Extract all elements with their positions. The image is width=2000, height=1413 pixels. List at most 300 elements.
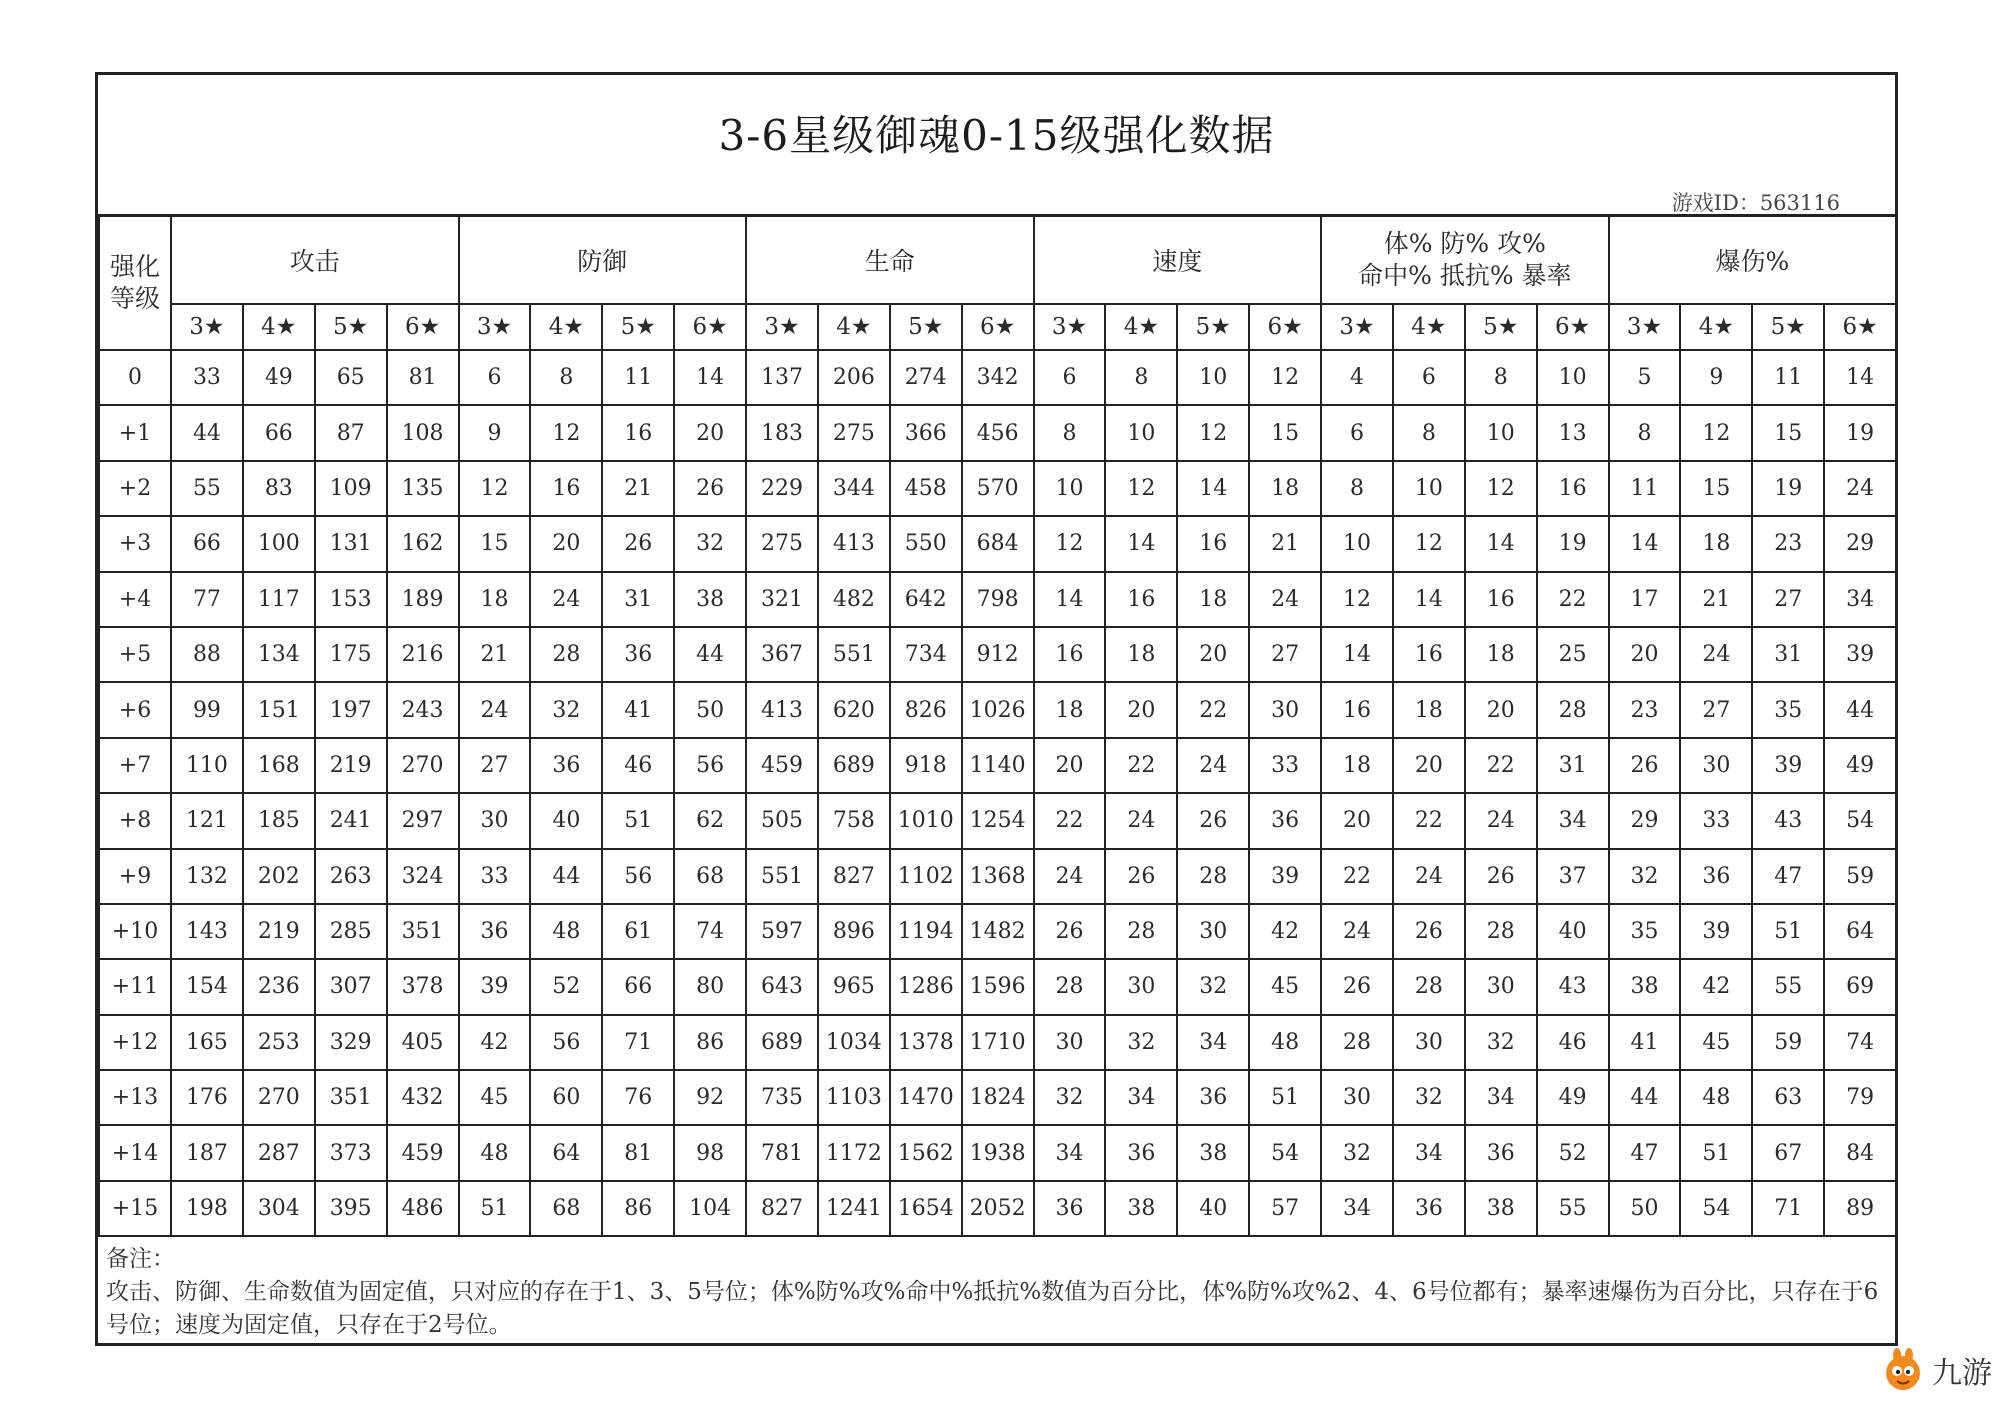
value-cell: 270	[243, 1070, 315, 1125]
table-row	[99, 461, 1896, 516]
value-cell: 198	[171, 1181, 243, 1236]
value-cell: 143	[171, 904, 243, 959]
value-cell: 378	[387, 959, 459, 1014]
value-cell: 26	[1393, 904, 1465, 959]
value-cell: 15	[1249, 405, 1321, 460]
level-header-line1: 强化	[109, 251, 160, 281]
value-cell: 8	[1105, 350, 1177, 405]
value-cell: 92	[674, 1070, 746, 1125]
value-cell: 324	[387, 849, 459, 904]
value-cell: 76	[602, 1070, 674, 1125]
level-cell: +4	[99, 572, 171, 627]
value-cell: 34	[1537, 793, 1609, 848]
level-cell: +15	[99, 1181, 171, 1236]
value-cell: 40	[530, 793, 602, 848]
value-cell: 79	[1824, 1070, 1896, 1125]
value-cell: 6	[1321, 405, 1393, 460]
star-header: 5★	[1465, 304, 1537, 350]
value-cell: 44	[1609, 1070, 1681, 1125]
value-cell: 29	[1609, 793, 1681, 848]
value-cell: 2052	[962, 1181, 1034, 1236]
value-cell: 52	[530, 959, 602, 1014]
value-cell: 456	[962, 405, 1034, 460]
value-cell: 26	[1105, 849, 1177, 904]
star-header: 3★	[171, 304, 243, 350]
value-cell: 27	[1249, 627, 1321, 682]
value-cell: 6	[459, 350, 531, 405]
value-cell: 41	[1609, 1015, 1681, 1070]
value-cell: 12	[1034, 516, 1106, 571]
value-cell: 684	[962, 516, 1034, 571]
value-cell: 643	[746, 959, 818, 1014]
value-cell: 34	[1465, 1070, 1537, 1125]
value-cell: 56	[602, 849, 674, 904]
value-cell: 32	[674, 516, 746, 571]
value-cell: 321	[746, 572, 818, 627]
value-cell: 4	[1321, 350, 1393, 405]
value-cell: 13	[1537, 405, 1609, 460]
value-cell: 735	[746, 1070, 818, 1125]
value-cell: 8	[1609, 405, 1681, 460]
value-cell: 1654	[890, 1181, 962, 1236]
value-cell: 597	[746, 904, 818, 959]
value-cell: 80	[674, 959, 746, 1014]
value-cell: 25	[1537, 627, 1609, 682]
value-cell: 56	[674, 738, 746, 793]
value-cell: 28	[1177, 849, 1249, 904]
value-cell: 1470	[890, 1070, 962, 1125]
value-cell: 459	[387, 1125, 459, 1180]
value-cell: 38	[674, 572, 746, 627]
value-cell: 63	[1752, 1070, 1824, 1125]
star-header: 5★	[1752, 304, 1824, 350]
value-cell: 47	[1752, 849, 1824, 904]
value-cell: 1710	[962, 1015, 1034, 1070]
value-cell: 32	[1393, 1070, 1465, 1125]
value-cell: 154	[171, 959, 243, 1014]
value-cell: 216	[387, 627, 459, 682]
level-cell: +9	[99, 849, 171, 904]
value-cell: 27	[1680, 682, 1752, 737]
value-cell: 28	[1537, 682, 1609, 737]
value-cell: 14	[674, 350, 746, 405]
value-cell: 24	[530, 572, 602, 627]
value-cell: 781	[746, 1125, 818, 1180]
value-cell: 274	[890, 350, 962, 405]
value-cell: 965	[818, 959, 890, 1014]
value-cell: 20	[1177, 627, 1249, 682]
value-cell: 33	[459, 849, 531, 904]
value-cell: 297	[387, 793, 459, 848]
group-header-4	[1321, 215, 1609, 304]
value-cell: 19	[1752, 461, 1824, 516]
value-cell: 34	[1321, 1181, 1393, 1236]
value-cell: 20	[530, 516, 602, 571]
value-cell: 45	[459, 1070, 531, 1125]
value-cell: 342	[962, 350, 1034, 405]
value-cell: 1194	[890, 904, 962, 959]
star-header: 6★	[1249, 304, 1321, 350]
value-cell: 48	[459, 1125, 531, 1180]
value-cell: 550	[890, 516, 962, 571]
value-cell: 39	[459, 959, 531, 1014]
value-cell: 270	[387, 738, 459, 793]
value-cell: 482	[818, 572, 890, 627]
star-header: 4★	[1680, 304, 1752, 350]
value-cell: 18	[1680, 516, 1752, 571]
value-cell: 1254	[962, 793, 1034, 848]
value-cell: 38	[1465, 1181, 1537, 1236]
value-cell: 620	[818, 682, 890, 737]
value-cell: 87	[315, 405, 387, 460]
value-cell: 1026	[962, 682, 1034, 737]
value-cell: 55	[1537, 1181, 1609, 1236]
value-cell: 39	[1752, 738, 1824, 793]
value-cell: 1010	[890, 793, 962, 848]
value-cell: 71	[1752, 1181, 1824, 1236]
value-cell: 21	[1249, 516, 1321, 571]
value-cell: 84	[1824, 1125, 1896, 1180]
table-row	[99, 904, 1896, 959]
value-cell: 64	[1824, 904, 1896, 959]
value-cell: 60	[530, 1070, 602, 1125]
value-cell: 151	[243, 682, 315, 737]
table-row	[99, 849, 1896, 904]
value-cell: 54	[1249, 1125, 1321, 1180]
value-cell: 24	[1824, 461, 1896, 516]
value-cell: 52	[1537, 1125, 1609, 1180]
title-area	[98, 75, 1895, 217]
value-cell: 458	[890, 461, 962, 516]
value-cell: 104	[674, 1181, 746, 1236]
value-cell: 59	[1824, 849, 1896, 904]
level-cell: 0	[99, 350, 171, 405]
value-cell: 74	[674, 904, 746, 959]
value-cell: 734	[890, 627, 962, 682]
value-cell: 33	[1249, 738, 1321, 793]
value-cell: 30	[1680, 738, 1752, 793]
watermark-text: 九游	[1932, 1356, 1992, 1391]
value-cell: 51	[459, 1181, 531, 1236]
value-cell: 505	[746, 793, 818, 848]
value-cell: 22	[1465, 738, 1537, 793]
value-cell: 44	[171, 405, 243, 460]
notes-section	[98, 1237, 1895, 1342]
value-cell: 83	[243, 461, 315, 516]
value-cell: 24	[1680, 627, 1752, 682]
table-row	[99, 738, 1896, 793]
value-cell: 20	[1034, 738, 1106, 793]
value-cell: 18	[1105, 627, 1177, 682]
value-cell: 307	[315, 959, 387, 1014]
value-cell: 10	[1105, 405, 1177, 460]
value-cell: 367	[746, 627, 818, 682]
value-cell: 30	[1249, 682, 1321, 737]
value-cell: 47	[1609, 1125, 1681, 1180]
value-cell: 176	[171, 1070, 243, 1125]
value-cell: 26	[674, 461, 746, 516]
value-cell: 35	[1609, 904, 1681, 959]
value-cell: 64	[530, 1125, 602, 1180]
value-cell: 202	[243, 849, 315, 904]
value-cell: 48	[1680, 1070, 1752, 1125]
value-cell: 32	[1105, 1015, 1177, 1070]
value-cell: 183	[746, 405, 818, 460]
value-cell: 68	[674, 849, 746, 904]
value-cell: 351	[387, 904, 459, 959]
value-cell: 12	[1105, 461, 1177, 516]
value-cell: 16	[1465, 572, 1537, 627]
value-cell: 28	[1321, 1015, 1393, 1070]
value-cell: 28	[530, 627, 602, 682]
enhancement-table	[98, 214, 1897, 1237]
value-cell: 642	[890, 572, 962, 627]
value-cell: 32	[530, 682, 602, 737]
value-cell: 36	[530, 738, 602, 793]
value-cell: 1596	[962, 959, 1034, 1014]
value-cell: 24	[1034, 849, 1106, 904]
level-header-line2: 等级	[109, 283, 160, 313]
value-cell: 40	[1177, 1181, 1249, 1236]
value-cell: 36	[1177, 1070, 1249, 1125]
value-cell: 551	[818, 627, 890, 682]
value-cell: 32	[1609, 849, 1681, 904]
value-cell: 10	[1321, 516, 1393, 571]
value-cell: 134	[243, 627, 315, 682]
star-header: 3★	[1034, 304, 1106, 350]
table-row	[99, 350, 1896, 405]
value-cell: 912	[962, 627, 1034, 682]
value-cell: 689	[746, 1015, 818, 1070]
value-cell: 798	[962, 572, 1034, 627]
value-cell: 33	[1680, 793, 1752, 848]
star-header: 5★	[602, 304, 674, 350]
value-cell: 18	[1465, 627, 1537, 682]
value-cell: 38	[1177, 1125, 1249, 1180]
value-cell: 219	[243, 904, 315, 959]
value-cell: 6	[1034, 350, 1106, 405]
value-cell: 33	[171, 350, 243, 405]
value-cell: 241	[315, 793, 387, 848]
value-cell: 110	[171, 738, 243, 793]
value-cell: 8	[1034, 405, 1106, 460]
value-cell: 10	[1177, 350, 1249, 405]
value-cell: 28	[1105, 904, 1177, 959]
value-cell: 99	[171, 682, 243, 737]
value-cell: 22	[1393, 793, 1465, 848]
value-cell: 56	[530, 1015, 602, 1070]
star-header: 4★	[530, 304, 602, 350]
value-cell: 405	[387, 1015, 459, 1070]
value-cell: 12	[1249, 350, 1321, 405]
value-cell: 89	[1824, 1181, 1896, 1236]
value-cell: 45	[1249, 959, 1321, 1014]
value-cell: 24	[1393, 849, 1465, 904]
table-row	[99, 793, 1896, 848]
value-cell: 31	[1537, 738, 1609, 793]
value-cell: 16	[1393, 627, 1465, 682]
value-cell: 826	[890, 682, 962, 737]
value-cell: 51	[1249, 1070, 1321, 1125]
table-row	[99, 572, 1896, 627]
value-cell: 366	[890, 405, 962, 460]
value-cell: 26	[1321, 959, 1393, 1014]
value-cell: 15	[459, 516, 531, 571]
value-cell: 29	[1824, 516, 1896, 571]
value-cell: 55	[1752, 959, 1824, 1014]
table-row	[99, 627, 1896, 682]
group-header-5: 爆伤%	[1609, 215, 1897, 304]
group-header-1: 防御	[459, 215, 747, 304]
value-cell: 1286	[890, 959, 962, 1014]
notes-text: 攻击、防御、生命数值为固定值，只对应的存在于1、3、5号位；体%防%攻%命中%抵抗%数值为百分比，体%防%攻%2、4、6号位都有；暴率速爆伤为百分比，只存在于6号位；速度为固定值，只存在于2号位。	[106, 1279, 1879, 1338]
value-cell: 30	[1105, 959, 1177, 1014]
value-cell: 189	[387, 572, 459, 627]
value-cell: 28	[1393, 959, 1465, 1014]
value-cell: 14	[1824, 350, 1896, 405]
value-cell: 15	[1680, 461, 1752, 516]
value-cell: 26	[602, 516, 674, 571]
value-cell: 1378	[890, 1015, 962, 1070]
value-cell: 153	[315, 572, 387, 627]
value-cell: 38	[1609, 959, 1681, 1014]
notes-label: 备注：	[106, 1246, 175, 1272]
level-cell: +10	[99, 904, 171, 959]
value-cell: 86	[602, 1181, 674, 1236]
value-cell: 14	[1321, 627, 1393, 682]
value-cell: 570	[962, 461, 1034, 516]
value-cell: 351	[315, 1070, 387, 1125]
table-row	[99, 1015, 1896, 1070]
value-cell: 39	[1249, 849, 1321, 904]
value-cell: 36	[602, 627, 674, 682]
value-cell: 86	[674, 1015, 746, 1070]
value-cell: 18	[1393, 682, 1465, 737]
value-cell: 32	[1465, 1015, 1537, 1070]
value-cell: 236	[243, 959, 315, 1014]
value-cell: 36	[1105, 1125, 1177, 1180]
value-cell: 81	[602, 1125, 674, 1180]
value-cell: 68	[530, 1181, 602, 1236]
value-cell: 1938	[962, 1125, 1034, 1180]
value-cell: 48	[1249, 1015, 1321, 1070]
value-cell: 187	[171, 1125, 243, 1180]
value-cell: 12	[530, 405, 602, 460]
level-cell: +2	[99, 461, 171, 516]
value-cell: 373	[315, 1125, 387, 1180]
value-cell: 30	[1177, 904, 1249, 959]
value-cell: 28	[1465, 904, 1537, 959]
value-cell: 12	[1177, 405, 1249, 460]
table-row	[99, 405, 1896, 460]
value-cell: 10	[1465, 405, 1537, 460]
value-cell: 46	[602, 738, 674, 793]
value-cell: 432	[387, 1070, 459, 1125]
value-cell: 37	[1537, 849, 1609, 904]
value-cell: 304	[243, 1181, 315, 1236]
value-cell: 24	[1105, 793, 1177, 848]
value-cell: 486	[387, 1181, 459, 1236]
value-cell: 1140	[962, 738, 1034, 793]
value-cell: 459	[746, 738, 818, 793]
value-cell: 896	[818, 904, 890, 959]
value-cell: 30	[1321, 1070, 1393, 1125]
value-cell: 14	[1465, 516, 1537, 571]
value-cell: 34	[1105, 1070, 1177, 1125]
value-cell: 9	[1680, 350, 1752, 405]
group-header-row	[99, 215, 1896, 304]
data-sheet	[95, 72, 1898, 1346]
value-cell: 22	[1034, 793, 1106, 848]
value-cell: 45	[1680, 1015, 1752, 1070]
star-header-row	[99, 304, 1896, 350]
value-cell: 66	[243, 405, 315, 460]
value-cell: 31	[1752, 627, 1824, 682]
value-cell: 1103	[818, 1070, 890, 1125]
value-cell: 54	[1824, 793, 1896, 848]
value-cell: 26	[1609, 738, 1681, 793]
value-cell: 20	[1105, 682, 1177, 737]
value-cell: 22	[1105, 738, 1177, 793]
value-cell: 1482	[962, 904, 1034, 959]
value-cell: 413	[746, 682, 818, 737]
value-cell: 30	[1393, 1015, 1465, 1070]
table-row	[99, 1125, 1896, 1180]
level-cell: +6	[99, 682, 171, 737]
value-cell: 51	[1752, 904, 1824, 959]
value-cell: 54	[1680, 1181, 1752, 1236]
value-cell: 14	[1105, 516, 1177, 571]
value-cell: 253	[243, 1015, 315, 1070]
value-cell: 50	[674, 682, 746, 737]
value-cell: 41	[602, 682, 674, 737]
value-cell: 285	[315, 904, 387, 959]
value-cell: 34	[1393, 1125, 1465, 1180]
value-cell: 827	[818, 849, 890, 904]
value-cell: 413	[818, 516, 890, 571]
value-cell: 36	[459, 904, 531, 959]
value-cell: 287	[243, 1125, 315, 1180]
value-cell: 36	[1249, 793, 1321, 848]
value-cell: 108	[387, 405, 459, 460]
value-cell: 69	[1824, 959, 1896, 1014]
watermark	[1880, 1347, 1992, 1393]
star-header: 6★	[1537, 304, 1609, 350]
table-body	[99, 350, 1896, 1236]
value-cell: 32	[1321, 1125, 1393, 1180]
value-cell: 24	[1249, 572, 1321, 627]
value-cell: 20	[674, 405, 746, 460]
value-cell: 16	[1321, 682, 1393, 737]
value-cell: 1034	[818, 1015, 890, 1070]
value-cell: 77	[171, 572, 243, 627]
level-column-header	[99, 215, 171, 350]
value-cell: 36	[1465, 1125, 1537, 1180]
value-cell: 30	[459, 793, 531, 848]
star-header: 6★	[1824, 304, 1896, 350]
value-cell: 162	[387, 516, 459, 571]
value-cell: 44	[674, 627, 746, 682]
value-cell: 34	[1177, 1015, 1249, 1070]
value-cell: 10	[1034, 461, 1106, 516]
group-header-0: 攻击	[171, 215, 459, 304]
value-cell: 24	[1321, 904, 1393, 959]
value-cell: 51	[602, 793, 674, 848]
value-cell: 329	[315, 1015, 387, 1070]
star-header: 6★	[674, 304, 746, 350]
value-cell: 50	[1609, 1181, 1681, 1236]
value-cell: 14	[1609, 516, 1681, 571]
